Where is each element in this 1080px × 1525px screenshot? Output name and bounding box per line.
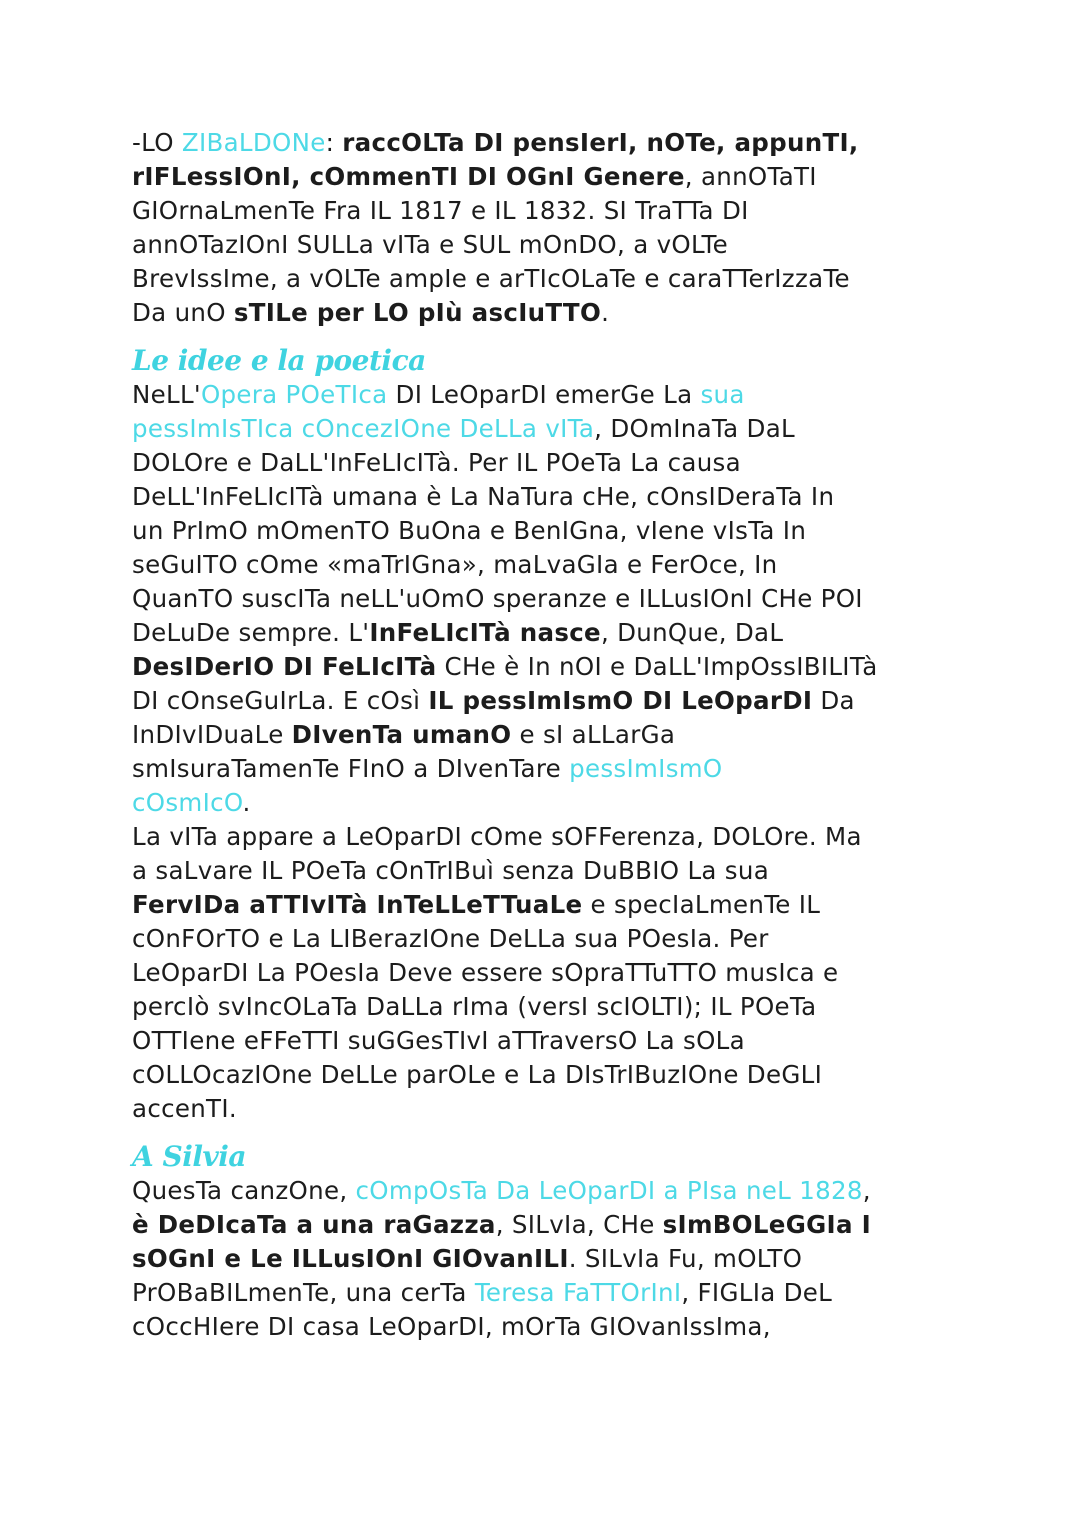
text-line: -LO ZIBaLDONe: raccOLTa DI pensIerI, nOTe, appunTI, xyxy=(132,128,859,157)
text-line: LeOparDI La POesIa Deve essere sOpraTTuTTO musIca e xyxy=(132,958,839,987)
text-line: BrevIssIme, a vOLTe ampIe e arTIcOLaTe e caraTTerIzzaTe xyxy=(132,264,850,293)
text-line: NeLL'Opera POeTIca DI LeOparDI emerGe La sua xyxy=(132,380,745,409)
text-line: DeLuDe sempre. L'InFeLIcITà nasce, DunQue, DaL xyxy=(132,618,784,647)
text-line: cOnFOrTO e La LIBerazIOne DeLLa sua POesIa. Per xyxy=(132,924,769,953)
text-line: DI cOnseGuIrLa. E cOsì IL pessImIsmO DI LeOparDI Da xyxy=(132,686,855,715)
text-line: accenTI. xyxy=(132,1094,237,1123)
text-line: La vITa appare a LeOparDI cOme sOFFerenza, DOLOre. Ma xyxy=(132,822,862,851)
text-line: un PrImO mOmenTO BuOna e BenIGna, vIene vIsTa In xyxy=(132,516,807,545)
text-line: GIOrnaLmenTe Fra IL 1817 e IL 1832. SI TraTTa DI xyxy=(132,196,749,225)
text-line: InDIvIDuaLe DIvenTa umanO e sI aLLarGa xyxy=(132,720,676,749)
text-line: PrOBaBILmenTe, una cerTa Teresa FaTTOrInI, FIGLIa DeL xyxy=(132,1278,833,1307)
text-line: è DeDIcaTa a una raGazza, SILvIa, CHe sImBOLeGGIa I xyxy=(132,1210,872,1239)
section-heading-idee: Le idee e la poetica xyxy=(132,344,426,377)
text-line: QuanTO suscITa neLL'uOmO speranze e ILLusIOnI CHe POI xyxy=(132,584,863,613)
text-line: cOLLOcazIOne DeLLe parOLe e La DIsTrIBuzIOne DeGLI xyxy=(132,1060,823,1089)
text-line: cOccHIere DI casa LeOparDI, mOrTa GIOvanIssIma, xyxy=(132,1312,771,1341)
text-line: percIò svIncOLaTa DaLLa rIma (versI scIOLTI); IL POeTa xyxy=(132,992,817,1021)
text-line: DOLOre e DaLL'InFeLIcITà. Per IL POeTa La causa xyxy=(132,448,741,477)
text-line: a saLvare IL POeTa cOnTrIBuì senza DuBBIO La sua xyxy=(132,856,770,885)
text-line: seGuITO cOme «maTrIGna», maLvaGIa e FerOce, In xyxy=(132,550,778,579)
section-heading-silvia: A Silvia xyxy=(132,1140,247,1173)
text-line: DeLL'InFeLIcITà umana è La NaTura cHe, cOnsIDeraTa In xyxy=(132,482,835,511)
text-line: cOsmIcO. xyxy=(132,788,251,817)
silvia-paragraph xyxy=(132,1174,962,1344)
text-line: rIFLessIOnI, cOmmenTI DI OGnI Genere, annOTaTI xyxy=(132,162,817,191)
text-line: annOTazIOnI SULLa vITa e SUL mOnDO, a vOLTe xyxy=(132,230,729,259)
text-line: OTTIene eFFeTTI suGGesTIvI aTTraversO La sOLa xyxy=(132,1026,745,1055)
document-page xyxy=(132,126,962,1344)
text-line: FervIDa aTTIvITà InTeLLeTTuaLe e specIaLmenTe IL xyxy=(132,890,821,919)
text-line: QuesTa canzOne, cOmpOsTa Da LeOparDI a PIsa neL 1828, xyxy=(132,1176,871,1205)
zibaldone-paragraph xyxy=(132,126,962,330)
text-line: smIsuraTamenTe FInO a DIvenTare pessImIsmO xyxy=(132,754,723,783)
text-line: DesIDerIO DI FeLIcITà CHe è In nOI e DaLL'ImpOssIBILITà xyxy=(132,652,878,681)
idee-paragraph xyxy=(132,378,962,1126)
text-line: pessImIsTIca cOncezIOne DeLLa vITa, DOmInaTa DaL xyxy=(132,414,795,443)
highlight-zibaldone: ZIBaLDONe xyxy=(181,128,326,157)
text-line: sOGnI e Le ILLusIOnI GIOvanILI. SILvIa Fu, mOLTO xyxy=(132,1244,803,1273)
text-line: Da unO sTILe per LO pIù ascIuTTO. xyxy=(132,298,610,327)
